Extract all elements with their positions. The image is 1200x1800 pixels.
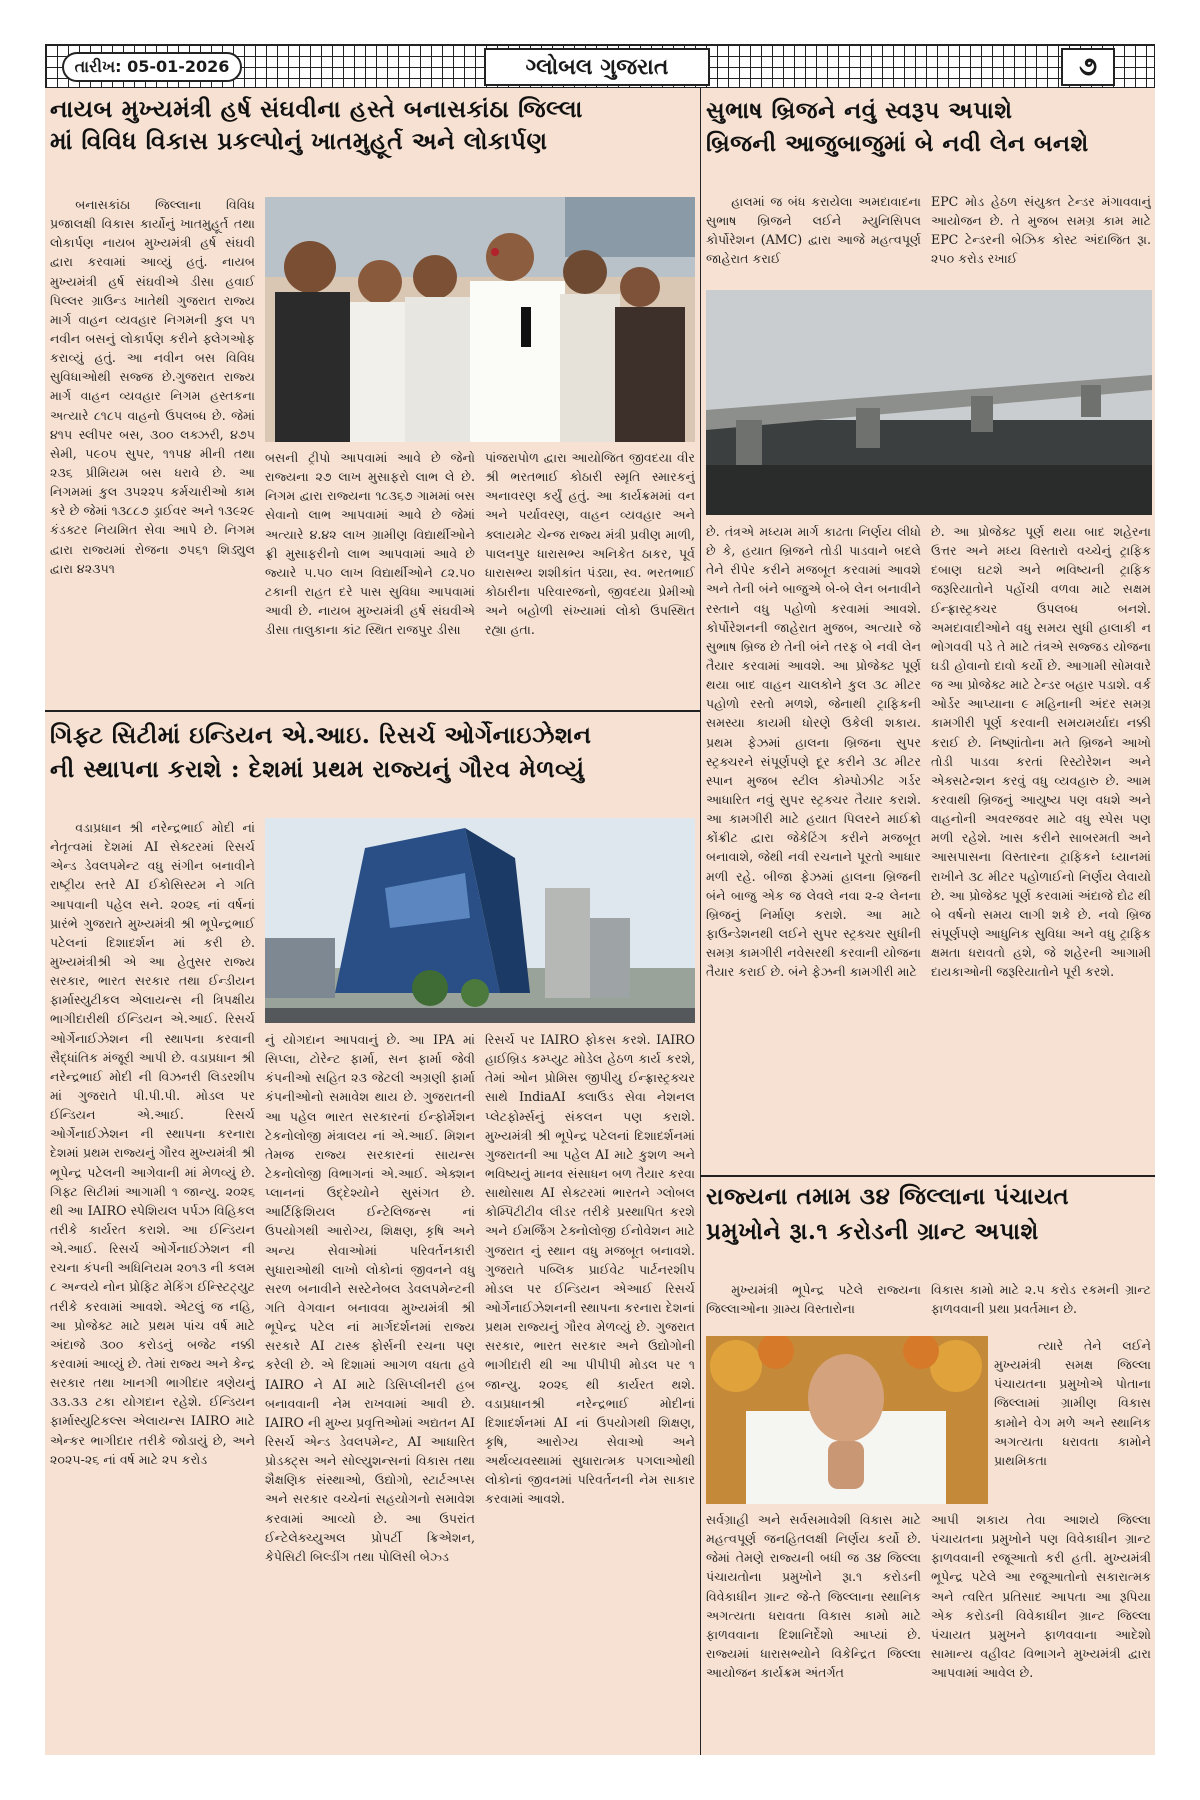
- bridge-photo-graphic: [706, 290, 1152, 515]
- article1-headline: [50, 94, 698, 184]
- article2-col3-text: રિસર્ચ પર IAIRO ફોકસ કરશે. IAIRO હાઈબ્રિડ કમ્પ્યુટ મોડેલ હેઠળ કાર્ય કરશે, તેમાં ઓન પ્રોમિસ જીપીયુ ઈન્ફ્રાસ્ટ્રક્ચર સાથે IndiaAI ક્લાઉડ સેવા નેશનલ પ્લેટફોર્મ્સનું સંકલન પણ કરાશે. મુખ્યમંત્રી શ્રી ભૂપેન્દ્ર પટેલનાં દિશાદર્શનમાં ગુજરાતની આ પહેલ AI માટે કુશળ અને ભવિષ્યનું માનવ સંસાધન બળ તૈયાર કરવા સાથોસાથ AI સેક્ટરમાં ભારતને ગ્લોબલ કોમ્પિટીટીવ લીડર તરીકે પ્રસ્થાપિત કરશે અને ઈમર્જિંગ ટેક્નોલોજી ઈનોવેશન માટે ગુજરાત નું સ્થાન વધુ મજબૂત બનાવશે. ગુજરાતે પબ્લિક પ્રાઈવેટ પાર્ટનરશીપ મોડલ પર ઈન્ડિયન એઆઈ રિસર્ચ ઓર્ગેનાઈઝેશનની સ્થાપના કરનારા દેશનાં પ્રથમ રાજ્યનું ગૌરવ મેળવ્યું છે. ગુજરાત સરકાર, ભારત સરકાર અને ઉદ્યોગોની ભાગીદારી થી આ પીપીપી મોડલ પર ૧ જાન્યુ. ૨૦૨૬ થી કાર્યરત થશે. વડાપ્રધાનશ્રી નરેન્દ્રભાઈ મોદીનાં દિશાદર્શનમાં AI નાં ઉપયોગથી શિક્ષણ, કૃષિ, આરોગ્ય સેવાઓ અને અર્થવ્યવસ્થામાં સુધારાત્મક પગલાઓથી લોકોનાં જીવનમાં પરિવર્તનની નેમ સાકાર કરવામાં આવશે.: [485, 1032, 695, 1507]
- article3-top-column-2: [931, 192, 1151, 282]
- article4-side-column: [994, 1336, 1151, 1504]
- article4-headline-line2: પ્રમુખોને રૂા.૧ કરોડની ગ્રાન્ટ અપાશે: [706, 1217, 1039, 1245]
- article3-headline-line2: બ્રિજની આજુબાજુમાં બે નવી લેન બનશે: [706, 130, 1089, 158]
- section-divider-left: [45, 710, 700, 712]
- article1-headline-line2: માં વિવિધ વિકાસ પ્રકલ્પોનું ખાતમુહૂર્ત અને લોકાર્પણ: [50, 126, 548, 155]
- article1-col3-text: પાંજરાપોળ દ્વારા આયોજિત જીવદયા વીર શ્રી ભરતભાઈ કોઠારી સ્મૃતિ સ્મારકનું અનાવરણ કર્યું હતું. આ કાર્યક્રમમાં વન અને પર્યાવરણ, વાહન વ્યવહાર અને ક્લાયમેટ ચેન્જ રાજ્ય મંત્રી પ્રવીણ માળી, પાલનપુર ધારાસભ્ય અનિકેત ઠાકર, પૂર્વ ધારાસભ્ય શશીકાંત પંડ્યા, સ્વ. ભરતભાઈ કોઠારીના પરિવારજનો, જીવદયા પ્રેમીઓ અને બહોળી સંખ્યામાં લોકો ઉપસ્થિત રહ્યા હતા.: [485, 450, 695, 638]
- article2-headline-line1: ગિફ્ટ સિટીમાં ઇન્ડિયન એ.આઇ. રિસર્ચ ઓર્ગેનાઇઝેશન: [50, 721, 592, 749]
- article3-col1-text: છે. તંત્રએ મધ્યમ માર્ગ કાઢતા નિર્ણય લીધો છે કે, હયાત બ્રિજને તોડી પાડવાને બદલે તેને રીપેર કરીને મજબૂત કરવામાં આવશે અને તેની બંને બાજુએ બે-બે લેન બનાવીને રસ્તાને વધુ પહોળો કરવામાં આવશે. કોર્પોરેશનની જાહેરાત મુજબ, અત્યારે જે સુભાષ બ્રિજ છે તેની બંને તરફ બે નવી લેન તૈયાર કરવામાં આવશે. આ પ્રોજેક્ટ પૂર્ણ થયા બાદ વાહન ચાલકોને કુલ ૩૮ મીટર પહોળો રસ્તો મળશે, જેનાથી ટ્રાફિકની સમસ્યા કાયમી ધોરણે ઉકેલી શકાય. પ્રથમ ફેઝમાં હાલના બ્રિજના સુપર સ્ટ્રક્ચરને સંપૂર્ણપણે દૂર કરીને ૩૮ મીટર સ્પાન મુજબ સ્ટીલ કોમ્પોઝીટ ગર્ડર આધારિત નવું સુપર સ્ટ્રક્ચર તૈયાર કરાશે. આ કામગીરી માટે હયાત પિલરને માઈક્રો કોંક્રીટ દ્વારા જેકેટિંગ કરીને મજબૂત બનાવાશે, જેથી નવી રચનાને પૂરતો આધાર મળી રહે. બીજા ફેઝમાં હાલના બ્રિજની બંને બાજુ એક જ લેવલે નવા ૨-૨ લેનના બ્રિજનું નિર્માણ કરાશે. આ માટે ફાઉન્ડેશનથી લઈને સુપર સ્ટ્રક્ચર સુધીની સમગ્ર કામગીરી નવેસરથી કરવાની યોજના તૈયાર કરાઈ છે. બંને ફેઝની કામગીરી માટે: [706, 524, 921, 980]
- article4-headline: [706, 1180, 1152, 1274]
- date-badge: તારીખ: 05-01-2026: [62, 52, 242, 82]
- gift-city-building-graphic: [265, 818, 695, 1023]
- section-divider-right: [701, 1175, 1155, 1177]
- article3-column-2: [931, 522, 1151, 1170]
- article4-photo: [706, 1336, 988, 1504]
- article1-col1-text: બનાસકાંઠા જિલ્લાના વિવિધ પ્રજાલક્ષી વિકાસ કાર્યોનું ખાતમુહૂર્ત તથા લોકાર્પણ નાયબ મુખ્યમંત્રી હર્ષ સંઘવી દ્વારા કરવામાં આવ્યું હતું. નાયબ મુખ્યમંત્રી હર્ષ સંઘવીએ ડીસા હવાઈ પિલ્લર ગ્રાઉન્ડ ખાતેથી ગુજરાત રાજ્ય માર્ગ વાહન વ્યવહાર નિગમની કુલ ૫૧ નવીન બસનું લોકાર્પણ કરીને ફ્લેગઓફ કરાવ્યું હતું. આ નવીન બસ વિવિધ સુવિધાઓથી સજ્જ છે.ગુજરાત રાજ્ય માર્ગ વાહન વ્યવહાર નિગમ હસ્તકના અત્યારે ૮૧૮૫ વાહનો ઉપલબ્ધ છે. જેમાં ૪૧૫ સ્લીપર બસ, ૩૦૦ લક્ઝરી, ૪૭૫ સેમી, ૫૯૦૫ સુપર, ૧૧૫૪ મીની તથા ૨૩૬ પ્રીમિયમ બસ ધરાવે છે. આ નિગમમાં કુલ ૩૫૨૨૫ કર્મચારીઓ કામ કરે છે જેમાં ૧૩૮૮૭ ડ્રાઈવર અને ૧૩૯૨૯ કંડક્ટર નિયમિત સેવા આપે છે. નિગમ દ્વારા રાજ્યમાં રોજના ૭૫૬૧ શિડ્યુલ દ્વારા ૪૨૩૫૧: [50, 197, 255, 576]
- article3-top-col2-text: EPC મોડ હેઠળ સંયુક્ત ટેન્ડર મંગાવવાનું આયોજન છે. તે મુજબ સમગ્ર કામ માટે EPC ટેન્ડરની બેઝિક કોસ્ટ અંદાજિત રૂા. ૨૫૦ કરોડ રખાઈ: [931, 194, 1151, 267]
- chief-minister-photo-graphic: [706, 1336, 988, 1504]
- article1-column-3: [485, 448, 695, 705]
- article4-top-column-2: [931, 1280, 1151, 1330]
- column-divider-main: [700, 88, 701, 1755]
- newspaper-title: ગ્લોબલ ગુજરાત: [484, 48, 710, 86]
- article3-headline-line1: સુભાષ બ્રિજને નવું સ્વરૂપ અપાશે: [706, 97, 1013, 124]
- article2-column-2: [265, 1030, 475, 1750]
- article1-photo: [265, 197, 695, 442]
- article2-column-1: [50, 818, 255, 1750]
- article3-col2-text: છે. આ પ્રોજેક્ટ પૂર્ણ થયા બાદ શહેરના ઉત્તર અને મધ્ય વિસ્તારો વચ્ચેનું ટ્રાફિક દબાણ ઘટશે અને ભવિષ્યની ટ્રાફિક જરૂરિયાતોને પહોંચી વળવા માટે સક્ષમ ઈન્ફ્રાસ્ટ્રક્ચર ઉપલબ્ધ બનશે. અમદાવાદીઓને વધુ સમય સુધી હાલાકી ન ભોગવવી પડે તે માટે તંત્રએ સજ્જડ યોજના ઘડી હોવાનો દાવો કર્યો છે. આગામી સોમવારે જ આ પ્રોજેક્ટ માટે ટેન્ડર બહાર પડાશે. વર્ક ઓર્ડર આપ્યાના ૯ મહિનાની અંદર સમગ્ર કામગીરી પૂર્ણ કરવાની સમયમર્યાદા નક્કી કરાઈ છે. નિષ્ણાંતોના મતે બ્રિજને આખો તોડી પાડવા કરતાં રિસ્ટોરેશન અને એક્સટેન્શન કરવું વધુ વ્યવહારુ છે. આમ કરવાથી બ્રિજનું આયુષ્ય પણ વધશે અને વાહનોની અવરજવર માટે વધુ સ્પેસ પણ મળી રહેશે. ખાસ કરીને સાબરમતી અને આસપાસના વિસ્તારના ટ્રાફિકને ધ્યાનમાં રાખીને ૩૮ મીટર પહોળાઈનો નિર્ણય લેવાયો છે. આ પ્રોજેક્ટ પૂર્ણ કરવામાં અંદાજે દોઢ થી બે વર્ષનો સમય લાગી શકે છે. નવો બ્રિજ સંપૂર્ણપણે આધુનિક સુવિધા અને વધુ ટ્રાફિક ક્ષમતા ધરાવતો હશે, જે શહેરની આગામી દાયકાઓની જરૂરિયાતોને પૂરી કરશે.: [931, 524, 1151, 980]
- article2-photo: [265, 818, 695, 1023]
- article3-column-1: [706, 522, 921, 1170]
- article4-column-2: [931, 1510, 1151, 1750]
- article3-top-column-1: [706, 192, 921, 282]
- article1-column-1: [50, 195, 255, 705]
- page-number: ૭: [1061, 48, 1115, 86]
- article4-top-column-1: [706, 1280, 921, 1330]
- article3-photo: [706, 290, 1152, 515]
- article2-col2-text: નું યોગદાન આપવાનું છે. આ IPA માં સિપ્લા, ટોરેન્ટ ફાર્મા, સન ફાર્મા જેવી કંપનીઓ સહિત ૨૩ જેટલી અગ્રણી ફાર્મા કંપનીઓનો સમાવેશ થાય છે. ગુજરાતની આ પહેલ ભારત સરકારનાં ઈન્ફોર્મેશન ટેકનોલોજી મંત્રાલય નાં એ.આઈ. મિશન તેમજ રાજ્ય સરકારનાં સાયન્સ ટેકનોલોજી વિભાગનાં એ.આઈ. એક્શન પ્લાનનાં ઉદ્દેશ્યોને સુસંગત છે. આર્ટિફિશિયલ ઈન્ટેલિજન્સ નાં ઉપયોગથી આરોગ્ય, શિક્ષણ, કૃષિ અને અન્ય સેવાઓમાં પરિવર્તનકારી સુધારાઓથી લાખો લોકોનાં જીવનને વધુ સરળ બનાવીને સસ્ટેનેબલ ડેવલપમેન્ટની ગતિ વેગવાન બનાવવા મુખ્યમંત્રી શ્રી ભૂપેન્દ્ર પટેલ નાં માર્ગદર્શનમાં રાજ્ય સરકારે AI ટાસ્ક ફોર્સની રચના પણ કરેલી છે. એ દિશામાં આગળ વધતા હવે IAIRO ને AI માટે ડિસિપ્લીનરી હબ બનાવવાની નેમ રાખવામાં આવી છે. IAIRO ની મુખ્ય પ્રવૃત્તિઓમાં અદ્યતન AI રિસર્ચ એન્ડ ડેવલપમેન્ટ, AI આધારિત પ્રોડક્ટ્સ અને સોલ્યુશન્સનાં વિકાસ તથા શૈક્ષણિક સંસ્થાઓ, ઉદ્યોગો, સ્ટાર્ટઅપ્સ અને સરકાર વચ્ચેનાં સહયોગનો સમાવેશ કરવામાં આવ્યો છે. આ ઉપરાંત ઈન્ટેલેક્ચ્યુઅલ પ્રોપર્ટી ક્રિએશન, કેપેસિટી બિલ્ડીંગ તથા પોલિસી બેઝ્ડ: [265, 1032, 475, 1564]
- article2-headline: [50, 718, 698, 810]
- article4-headline-line1: રાજ્યના તમામ ૩૪ જિલ્લાના પંચાયત: [706, 1183, 1070, 1210]
- article1-col2-text: બસની ટ્રીપો આપવામાં આવે છે જેનો રાજ્યના ૨૭ લાખ મુસાફરો લાભ લે છે. નિગમ દ્વારા રાજ્યના ૧૮૩૬૭ ગામમાં બસ સેવાનો લાભ આપવામાં આવે છે જેમાં અત્યારે ૪.૪૨ લાખ ગ્રામીણ વિદ્યાર્થીઓને ફ્રી મુસાફરીનો લાભ આપવામાં આવે છે જ્યારે ૫.૫૦ લાખ વિદ્યાર્થીઓને ૮૨.૫૦ ટકાની રાહત દરે પાસ સુવિધા આપવામાં આવી છે. નાયબ મુખ્યમંત્રી હર્ષ સંઘવીએ ડીસા તાલુકાના કાંટ સ્થિત રાજપુર ડીસા: [265, 450, 475, 638]
- article3-top-col1-text: હાલમાં જ બંધ કરાયેલા અમદાવાદના સુભાષ બ્રિજને લઈને મ્યુનિસિપલ કોર્પોરેશન (AMC) દ્વારા આજે મહત્વપૂર્ણ જાહેરાત કરાઈ: [706, 194, 921, 267]
- article2-headline-line2: ની સ્થાપના કરાશે : દેશમાં પ્રથમ રાજ્યનું ગૌરવ મેળવ્યું: [50, 755, 585, 784]
- article2-column-3: [485, 1030, 695, 1750]
- article4-side-text: ત્યારે તેને લઈને મુખ્યમંત્રી સમક્ષ જિલ્લા પંચાયતના પ્રમુખોએ પોતાના જિલ્લામાં ગ્રામીણ વિકાસ કામોને વેગ મળે અને સ્થાનિક અગત્યતા ધરાવતા કામોને પ્રાથમિકતા: [994, 1338, 1151, 1468]
- article4-top-col1-text: મુખ્યમંત્રી ભૂપેન્દ્ર પટેલે રાજ્યના જિલ્લાઓના ગ્રામ્ય વિસ્તારોના: [706, 1282, 921, 1317]
- article4-column-1: [706, 1510, 921, 1750]
- article4-col2-text: આપી શકાય તેવા આશયે જિલ્લા પંચાયતના પ્રમુખોને પણ વિવેકાધીન ગ્રાન્ટ ફાળવવાની રજૂઆતો કરી હતી. મુખ્યમંત્રી ભૂપેન્દ્ર પટેલે આ રજૂઆતોનો સકારાત્મક અને ત્વરિત પ્રતિસાદ આપતા આ રૂપિયા એક કરોડની વિવેકાધીન ગ્રાન્ટ જિલ્લા પંચાયત પ્રમુખને ફાળવવાના આદેશો સામાન્ય વહીવટ વિભાગને મુખ્યમંત્રી દ્વારા આપવામાં આવેલ છે.: [931, 1512, 1151, 1681]
- crowd-photo-graphic: [265, 197, 695, 442]
- article1-headline-line1: નાયબ મુખ્યમંત્રી હર્ષ સંઘવીના હસ્તે બનાસકાંઠા જિલ્લા: [50, 95, 583, 123]
- article3-headline: [706, 94, 1152, 186]
- article2-col1-text: વડાપ્રધાન શ્રી નરેન્દ્રભાઈ મોદી નાં નેતૃત્વમાં દેશમાં AI સેક્ટરમાં રિસર્ચ એન્ડ ડેવલપમેન્ટ વધુ સંગીન બનાવીને રાષ્ટ્રીય સ્તરે AI ઈકોસિસ્ટમ ને ગતિ આપવાની પહેલ સને. ૨૦૨૬ નાં વર્ષનાં પ્રારંભે ગુજરાતે મુખ્યમંત્રી શ્રી ભૂપેન્દ્રભાઈ પટેલનાં દિશાદર્શન માં કરી છે. મુખ્યમંત્રીશ્રી એ આ હેતુસર રાજ્ય સરકાર, ભારત સરકાર તથા ઈન્ડીયન ફાર્માસ્યુટીકલ એલાયન્સ ની ત્રિપક્ષીય ભાગીદારીથી ઈન્ડિયન એ.આઈ. રિસર્ચ ઓર્ગેનાઈઝેશન ની સ્થાપના કરવાની સૈદ્ધાંતિક મંજૂરી આપી છે. વડાપ્રધાન શ્રી નરેન્દ્રભાઈ મોદી ની વિઝનરી લિડરશીપ માં ગુજરાતે પી.પી.પી. મોડલ પર ઈન્ડિયન એ.આઈ. રિસર્ચ ઓર્ગેનાઈઝેશન ની સ્થાપના કરનારા દેશમાં પ્રથમ રાજ્યનું ગૌરવ મુખ્યમંત્રી શ્રી ભૂપેન્દ્ર પટેલની આગેવાની માં મેળવ્યું છે. ગિફ્ટ સિટીમાં આગામી ૧ જાન્યુ. ૨૦૨૬ થી આ IAIRO સ્પેશિયલ પર્પઝ વિહિકલ તરીકે કાર્યરત કરાશે. આ ઈન્ડિયન એ.આઈ. રિસર્ચ ઓર્ગેનાઈઝેશન ની રચના કંપની અધિનિયમ ૨૦૧૩ ની કલમ ૮ અન્વયે નોન પ્રોફિટ મેકિંગ ઈન્સ્ટિટ્યુટ તરીકે કરવામાં આવશે. એટલું જ નહિ, આ પ્રોજેક્ટ માટે પ્રથમ પાંચ વર્ષ માટે અંદાજે ૩૦૦ કરોડનું બજેટ નક્કી કરવામાં આવ્યું છે. તેમાં રાજ્ય અને કેન્દ્ર સરકાર તથા ખાનગી ભાગીદાર ત્રણેયનું ૩૩.૩૩ ટકા યોગદાન રહેશે. ઈન્ડિયન ફાર્માસ્યુટિકલ્સ એલાયન્સ IAIRO માટે એન્કર ભાગીદાર તરીકે જોડાયું છે, અને ૨૦૨૫-૨૬ નાં વર્ષ માટે ૨૫ કરોડ: [50, 820, 255, 1467]
- article4-top-col2-text: વિકાસ કામો માટે ૨.૫ કરોડ રકમની ગ્રાન્ટ ફાળવવાની પ્રથા પ્રવર્તમાન છે.: [931, 1282, 1151, 1317]
- article4-col1-text: સર્વગ્રાહી અને સર્વસમાવેશી વિકાસ માટે મહત્વપૂર્ણ જનહિતલક્ષી નિર્ણય કર્યો છે. જેમાં તેમણે રાજ્યની બધી જ ૩૪ જિલ્લા પંચાયતોના પ્રમુખોને રૂા.૧ કરોડની વિવેકાધીન ગ્રાન્ટ જે-તે જિલ્લાના સ્થાનિક અગત્યતા ધરાવતા વિકાસ કામો માટે ફાળવવાના દિશાનિર્દેશો આપ્યાં છે. રાજ્યમાં ધારાસભ્યોને વિકેન્દ્રિત જિલ્લા આયોજન કાર્યક્રમ અંતર્ગત: [706, 1512, 921, 1681]
- article1-column-2: [265, 448, 475, 705]
